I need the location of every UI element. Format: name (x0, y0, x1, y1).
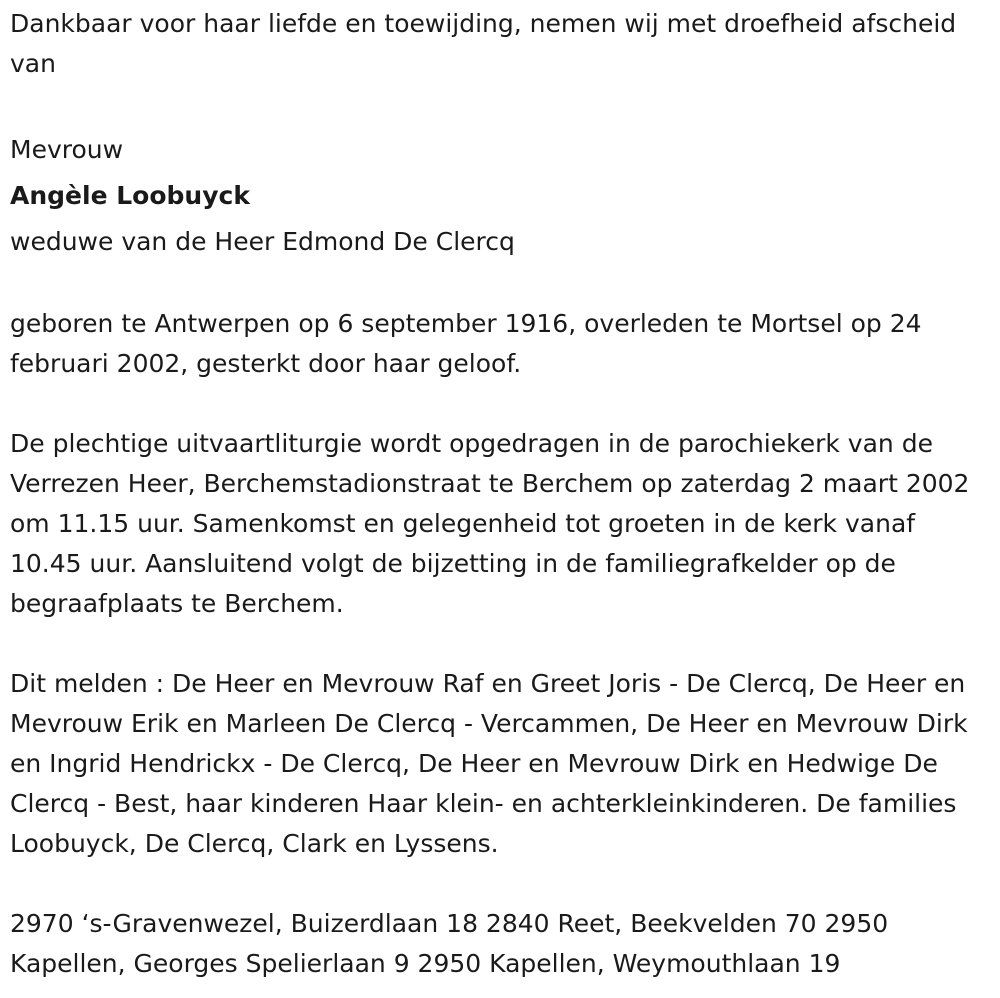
spacer (10, 864, 992, 904)
intro-paragraph: Dankbaar voor haar liefde en toewijding, nemen wij met droefheid afscheid van (10, 9, 957, 78)
announcers-paragraph: Dit melden : De Heer en Mevrouw Raf en Greet Joris - De Clercq, De Heer en Mevrouw Erik en Marleen De Clercq - Vercammen, De Heer en Mevrouw Dirk en Ingrid Hendrickx - De Clercq, De Heer en Mevrouw Dirk en Hedwige De Clercq - Best, haar kinderen Haar klein- en achterkleinkinderen. De families Loobuyck, De Clercq, Clark en Lyssens. (10, 669, 968, 858)
spacer (10, 384, 992, 424)
addresses-paragraph: 2970 ‘s-Gravenwezel, Buizerdlaan 18 2840 Reet, Beekvelden 70 2950 Kapellen, Georges Spelierlaan 9 2950 Kapellen, Weymouthlaan 19 (10, 909, 889, 978)
relation-line: weduwe van de Heer Edmond De Clercq (10, 227, 515, 256)
honorific: Mevrouw (10, 135, 124, 164)
deceased-name: Angèle Loobuyck (10, 181, 250, 210)
spacer (10, 264, 992, 304)
birth-death-paragraph: geboren te Antwerpen op 6 september 1916, overleden te Mortsel op 24 februari 2002, gesterkt door haar geloof. (10, 309, 922, 378)
spacer (10, 84, 992, 124)
spacer (10, 624, 992, 664)
obituary-document (10, 4, 992, 984)
funeral-paragraph: De plechtige uitvaartliturgie wordt opgedragen in de parochiekerk van de Verrezen Heer, Berchemstadionstraat te Berchem op zaterdag 2 maart 2002 om 11.15 uur. Samenkomst en gelegenheid tot groeten in de kerk vanaf 10.45 uur. Aansluitend volgt de bijzetting in de familiegrafkelder op de begraafplaats te Berchem. (10, 429, 970, 618)
